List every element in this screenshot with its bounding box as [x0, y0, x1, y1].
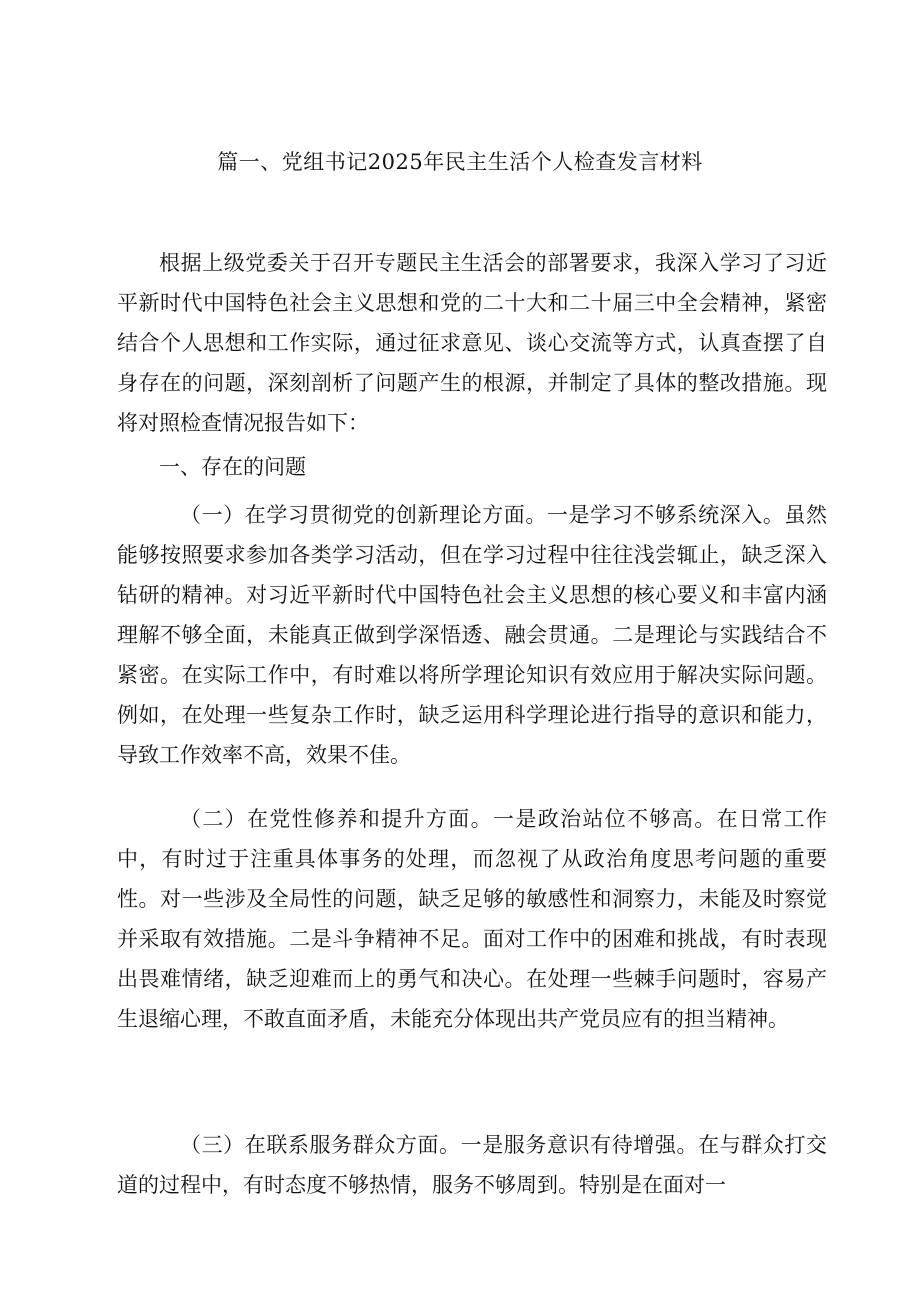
- document-title: 篇一、党组书记2025年民主生活个人检查发言材料: [217, 150, 703, 174]
- paragraph-theory-study: （一）在学习贯彻党的创新理论方面。一是学习不够系统深入。虽然能够按照要求参加各类学习活动，但在学习过程中往往浅尝辄止，缺乏深入钻研的精神。对习近平新时代中国特色社会主义思想的核心要义和丰富内涵理解不够全面，未能真正做到学深悟透、融会贯通。二是理论与实践结合不紧密。在实际工作中，有时难以将所学理论知识有效应用于解决实际问题。例如，在处理一些复杂工作时，缺乏运用科学理论进行指导的意识和能力，导致工作效率不高，效果不佳。: [117, 503, 827, 767]
- paragraph-party-spirit: （二）在党性修养和提升方面。一是政治站位不够高。在日常工作中，有时过于注重具体事务的处理，而忽视了从政治角度思考问题的重要性。对一些涉及全局性的问题，缺乏足够的敏感性和洞察力，未能及时察觉并采取有效措施。二是斗争精神不足。面对工作中的困难和挑战，有时表现出畏难情绪，缺乏迎难而上的勇气和决心。在处理一些棘手问题时，容易产生退缩心理，不敢直面矛盾，未能充分体现出共产党员应有的担当精神。: [117, 807, 827, 1031]
- section-heading-problems: 一、存在的问题: [159, 455, 306, 479]
- intro-paragraph: 根据上级党委关于召开专题民主生活会的部署要求，我深入学习了习近平新时代中国特色社会主义思想和党的二十大和二十届三中全会精神，紧密结合个人思想和工作实际，通过征求意见、谈心交流等方式，认真查摆了自身存在的问题，深刻剖析了问题产生的根源，并制定了具体的整改措施。现将对照检查情况报告如下：: [117, 251, 827, 435]
- paragraph-serving-masses: （三）在联系服务群众方面。一是服务意识有待增强。在与群众打交道的过程中，有时态度不够热情，服务不够周到。特别是在面对一: [117, 1133, 827, 1197]
